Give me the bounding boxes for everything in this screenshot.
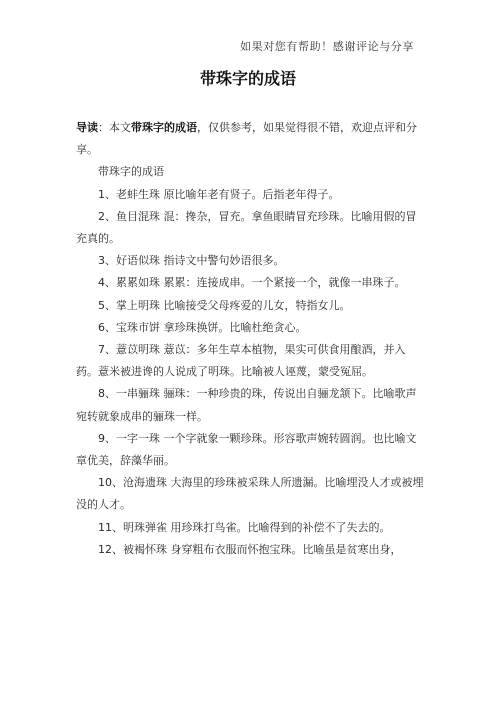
document-body: [76, 117, 424, 561]
intro-text: ，仅供参考，如果觉得很不错，欢迎点评和分享。: [76, 121, 417, 157]
list-item: 5、掌上明珠 比喻接受父母疼爱的儿女，特指女儿。: [98, 298, 351, 312]
list-item: 8、一串骊珠 骊珠：一种珍贵的珠，传说出自骊龙颔下。比喻歌声宛转就象成串的骊珠一样。: [76, 387, 417, 423]
intro-paragraph: [76, 117, 424, 161]
list-item: 11、明珠弹雀 用珍珠打鸟雀。比喻得到的补偿不了失去的。: [98, 520, 391, 534]
list-item: 9、一字一珠 一个字就象一颗珍珠。形容歌声婉转圆润。也比喻文章优美，辞藻华丽。: [76, 431, 417, 468]
list-item: 10、沧海遗珠 大海里的珍珠被采珠人所遗漏。比喻埋没人才或被埋没的人才。: [76, 476, 424, 512]
intro-separator: ：本文: [98, 121, 131, 134]
page-header: 如果对您有帮助！感谢评论与分享: [240, 40, 414, 53]
list-item: 12、被褐怀珠 身穿粗布衣服而怀抱宝珠。比喻虽是贫寒出身，: [98, 542, 402, 556]
page-title: 带珠字的成语: [199, 69, 296, 88]
intro-label: 导读: [76, 121, 98, 134]
list-item: 6、宝珠市饼 拿珍珠换饼。比喻杜绝贪心。: [98, 320, 307, 334]
list-item: 4、累累如珠 累累：连接成串。一个紧接一个，就像一串珠子。: [98, 276, 406, 290]
section-subtitle: 带珠字的成语: [98, 165, 164, 179]
list-item: 1、老蚌生珠 原比喻年老有贤子。后指老年得子。: [98, 187, 340, 201]
intro-keyword: 带珠字的成语: [131, 121, 197, 134]
list-item: 3、好语似珠 指诗文中警句妙语很多。: [98, 254, 285, 268]
list-item: 2、鱼目混珠 混：搀杂，冒充。拿鱼眼睛冒充珍珠。比喻用假的冒充真的。: [76, 209, 417, 246]
list-item: 7、薏苡明珠 薏苡：多年生草本植物，果实可供食用酿酒，并入药。薏米被进谗的人说成了明珠。比喻被人诬蔑，蒙受冤屈。: [76, 343, 406, 379]
